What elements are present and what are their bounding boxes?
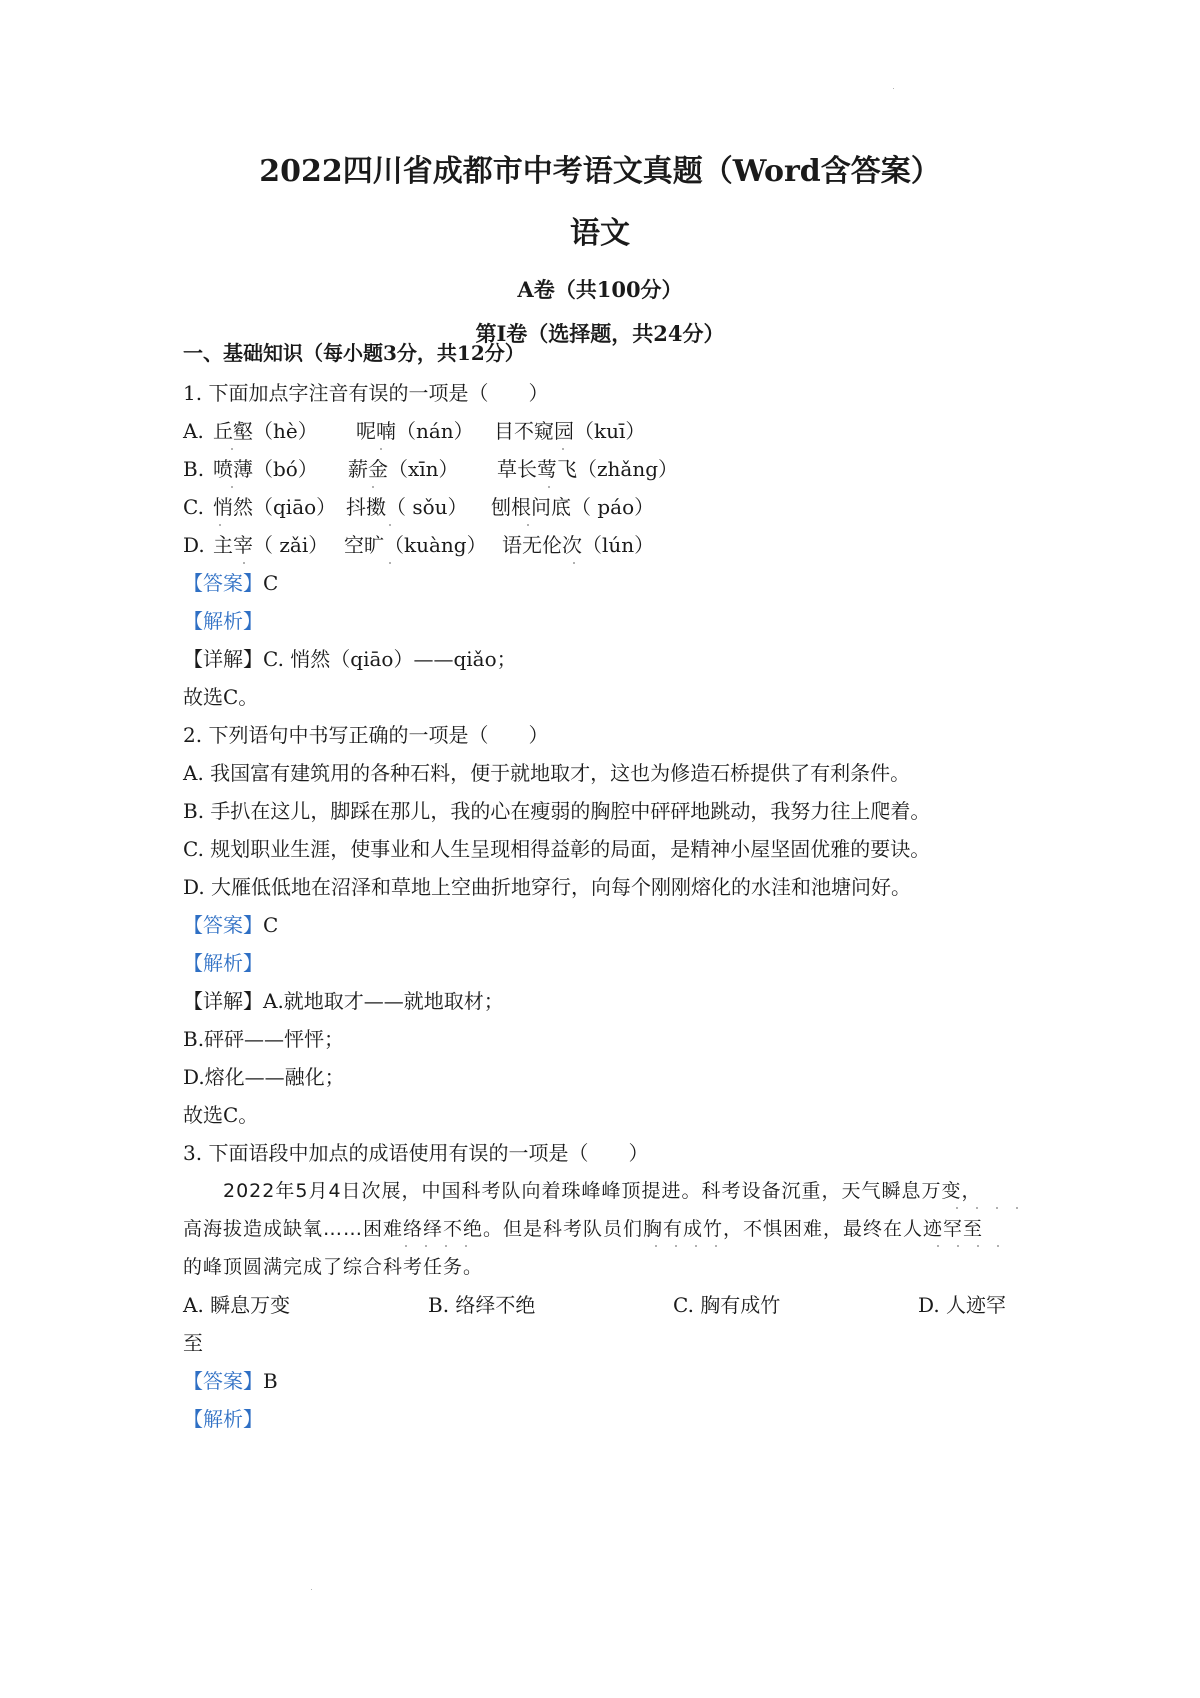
option-item: 丘壑（hè） [213, 419, 318, 443]
q2-stem: 2. 下列语句中书写正确的一项是（ ） [183, 723, 549, 747]
q2-detail [183, 986, 504, 1016]
option-label: B. [183, 457, 205, 481]
option-item: 目不窥园（kuī） [494, 419, 646, 443]
document-title: 2022四川省成都市中考语文真题（Word含答案） [259, 154, 941, 189]
q3-option-d: D. 人迹罕 [918, 1293, 1007, 1317]
emphasis-dot [372, 486, 374, 488]
emphasis-dot [465, 1245, 467, 1247]
emphasis-dot [997, 1245, 999, 1247]
emphasis-dot [957, 1245, 959, 1247]
emphasis-dot [956, 1207, 958, 1209]
q3-analysis-tag: 【解析】 [183, 1407, 263, 1431]
answer-value: C [263, 913, 279, 937]
detail-tag: 【详解】 [183, 647, 263, 671]
emphasis-dot [996, 1207, 998, 1209]
q3-passage-line-3: 的峰顶圆满完成了综合科考任务。 [183, 1256, 484, 1278]
q1-option-b [183, 454, 679, 484]
q1-stem: 1. 下面加点字注音有误的一项是（ ） [183, 381, 549, 405]
emphasis-dot [976, 1207, 978, 1209]
scan-speck [893, 88, 894, 89]
q3-answer [183, 1366, 278, 1396]
emphasis-dot [548, 486, 550, 488]
q1-option-c [183, 492, 655, 522]
option-item: 抖擞（ sǒu） [346, 495, 468, 519]
emphasis-dot [231, 448, 233, 450]
answer-value: C [263, 571, 279, 595]
q1-analysis-tag: 【解析】 [183, 609, 263, 633]
q3-stem: 3. 下面语段中加点的成语使用有误的一项是（ ） [183, 1141, 649, 1165]
q1-detail [183, 644, 517, 674]
option-item: 悄然（qiāo） [213, 495, 337, 519]
option-item: 刨根问底（ páo） [491, 495, 655, 519]
answer-tag: 【答案】 [183, 571, 263, 595]
option-label: C. [183, 495, 204, 519]
emphasis-dot [937, 1245, 939, 1247]
part-a-heading: A卷（共100分） [517, 277, 683, 302]
emphasis-dot [715, 1245, 717, 1247]
emphasis-dot [527, 524, 529, 526]
emphasis-dot [405, 1245, 407, 1247]
q1-option-d [183, 530, 655, 560]
q2-option-b: B. 手扒在这儿，脚踩在那儿，我的心在瘦弱的胸腔中砰砰地跳动，我努力往上爬着。 [183, 799, 931, 823]
answer-value: B [263, 1369, 278, 1393]
option-item: 草长莺飞（zhǎng） [497, 457, 679, 481]
q3-option-b: B. 络绎不绝 [428, 1293, 536, 1317]
option-item: 主宰（ zǎi） [213, 533, 329, 557]
q2-conclusion: 故选C。 [183, 1103, 259, 1127]
emphasis-dot [573, 562, 575, 564]
answer-tag: 【答案】 [183, 1369, 263, 1393]
q2-option-c: C. 规划职业生涯，使事业和人生呈现相得益彰的局面，是精神小屋坚固优雅的要诀。 [183, 837, 931, 861]
q3-options-row [183, 1290, 1007, 1320]
option-item: 呢喃（nán） [356, 419, 474, 443]
detail-text: C. 悄然（qiāo）——qiǎo； [263, 647, 517, 671]
emphasis-dot [219, 524, 221, 526]
q2-option-a: A. 我国富有建筑用的各种石料，便于就地取才，这也为修造石桥提供了有利条件。 [183, 761, 911, 785]
emphasis-dot [1016, 1207, 1018, 1209]
q2-answer [183, 910, 278, 940]
option-item: 语无伦次（lún） [502, 533, 655, 557]
option-item: 空旷（kuàng） [344, 533, 487, 557]
detail-tag: 【详解】 [183, 989, 263, 1013]
q1-option-a [183, 416, 646, 446]
emphasis-dot [243, 562, 245, 564]
emphasis-dot [675, 1245, 677, 1247]
q3-option-c: C. 胸有成竹 [673, 1293, 781, 1317]
subject-title: 语文 [570, 216, 630, 251]
detail-text: A.就地取才——就地取材； [263, 989, 504, 1013]
emphasis-dot [425, 1245, 427, 1247]
volume-1-heading: 第Ⅰ卷（选择题，共24分） [475, 321, 725, 346]
section-1-heading: 一、基础知识（每小题3分，共12分） [183, 341, 525, 365]
q1-conclusion: 故选C。 [183, 685, 259, 709]
q3-passage-line-2: 高海拔造成缺氧……困难络绎不绝。但是科考队员们胸有成竹，不惧困难，最终在人迹罕至 [183, 1218, 984, 1240]
q3-option-d-wrap: 至 [183, 1331, 203, 1355]
emphasis-dot [231, 486, 233, 488]
scan-speck [311, 1589, 312, 1590]
q2-detail-line-2: B.砰砰——怦怦； [183, 1027, 345, 1051]
emphasis-dot [380, 448, 382, 450]
q2-option-d: D. 大雁低低地在沼泽和草地上空曲折地穿行，向每个刚刚熔化的水洼和池塘问好。 [183, 875, 912, 899]
answer-tag: 【答案】 [183, 913, 263, 937]
q2-analysis-tag: 【解析】 [183, 951, 263, 975]
emphasis-dot [389, 562, 391, 564]
q3-passage-line-1: 2022年5月4日次展，中国科考队向着珠峰峰顶提进。科考设备沉重，天气瞬息万变， [223, 1180, 982, 1202]
option-item: 喷薄（bó） [213, 457, 318, 481]
emphasis-dot [562, 448, 564, 450]
emphasis-dot [655, 1245, 657, 1247]
emphasis-dot [445, 1245, 447, 1247]
q2-detail-line-3: D.熔化——融化； [183, 1065, 345, 1089]
emphasis-dot [389, 524, 391, 526]
option-item: 薪金（xīn） [348, 457, 459, 481]
emphasis-dot [695, 1245, 697, 1247]
emphasis-dot [977, 1245, 979, 1247]
q1-answer [183, 568, 278, 598]
q3-option-a: A. 瞬息万变 [183, 1293, 291, 1317]
option-label: D. [183, 533, 205, 557]
option-label: A. [183, 419, 204, 443]
